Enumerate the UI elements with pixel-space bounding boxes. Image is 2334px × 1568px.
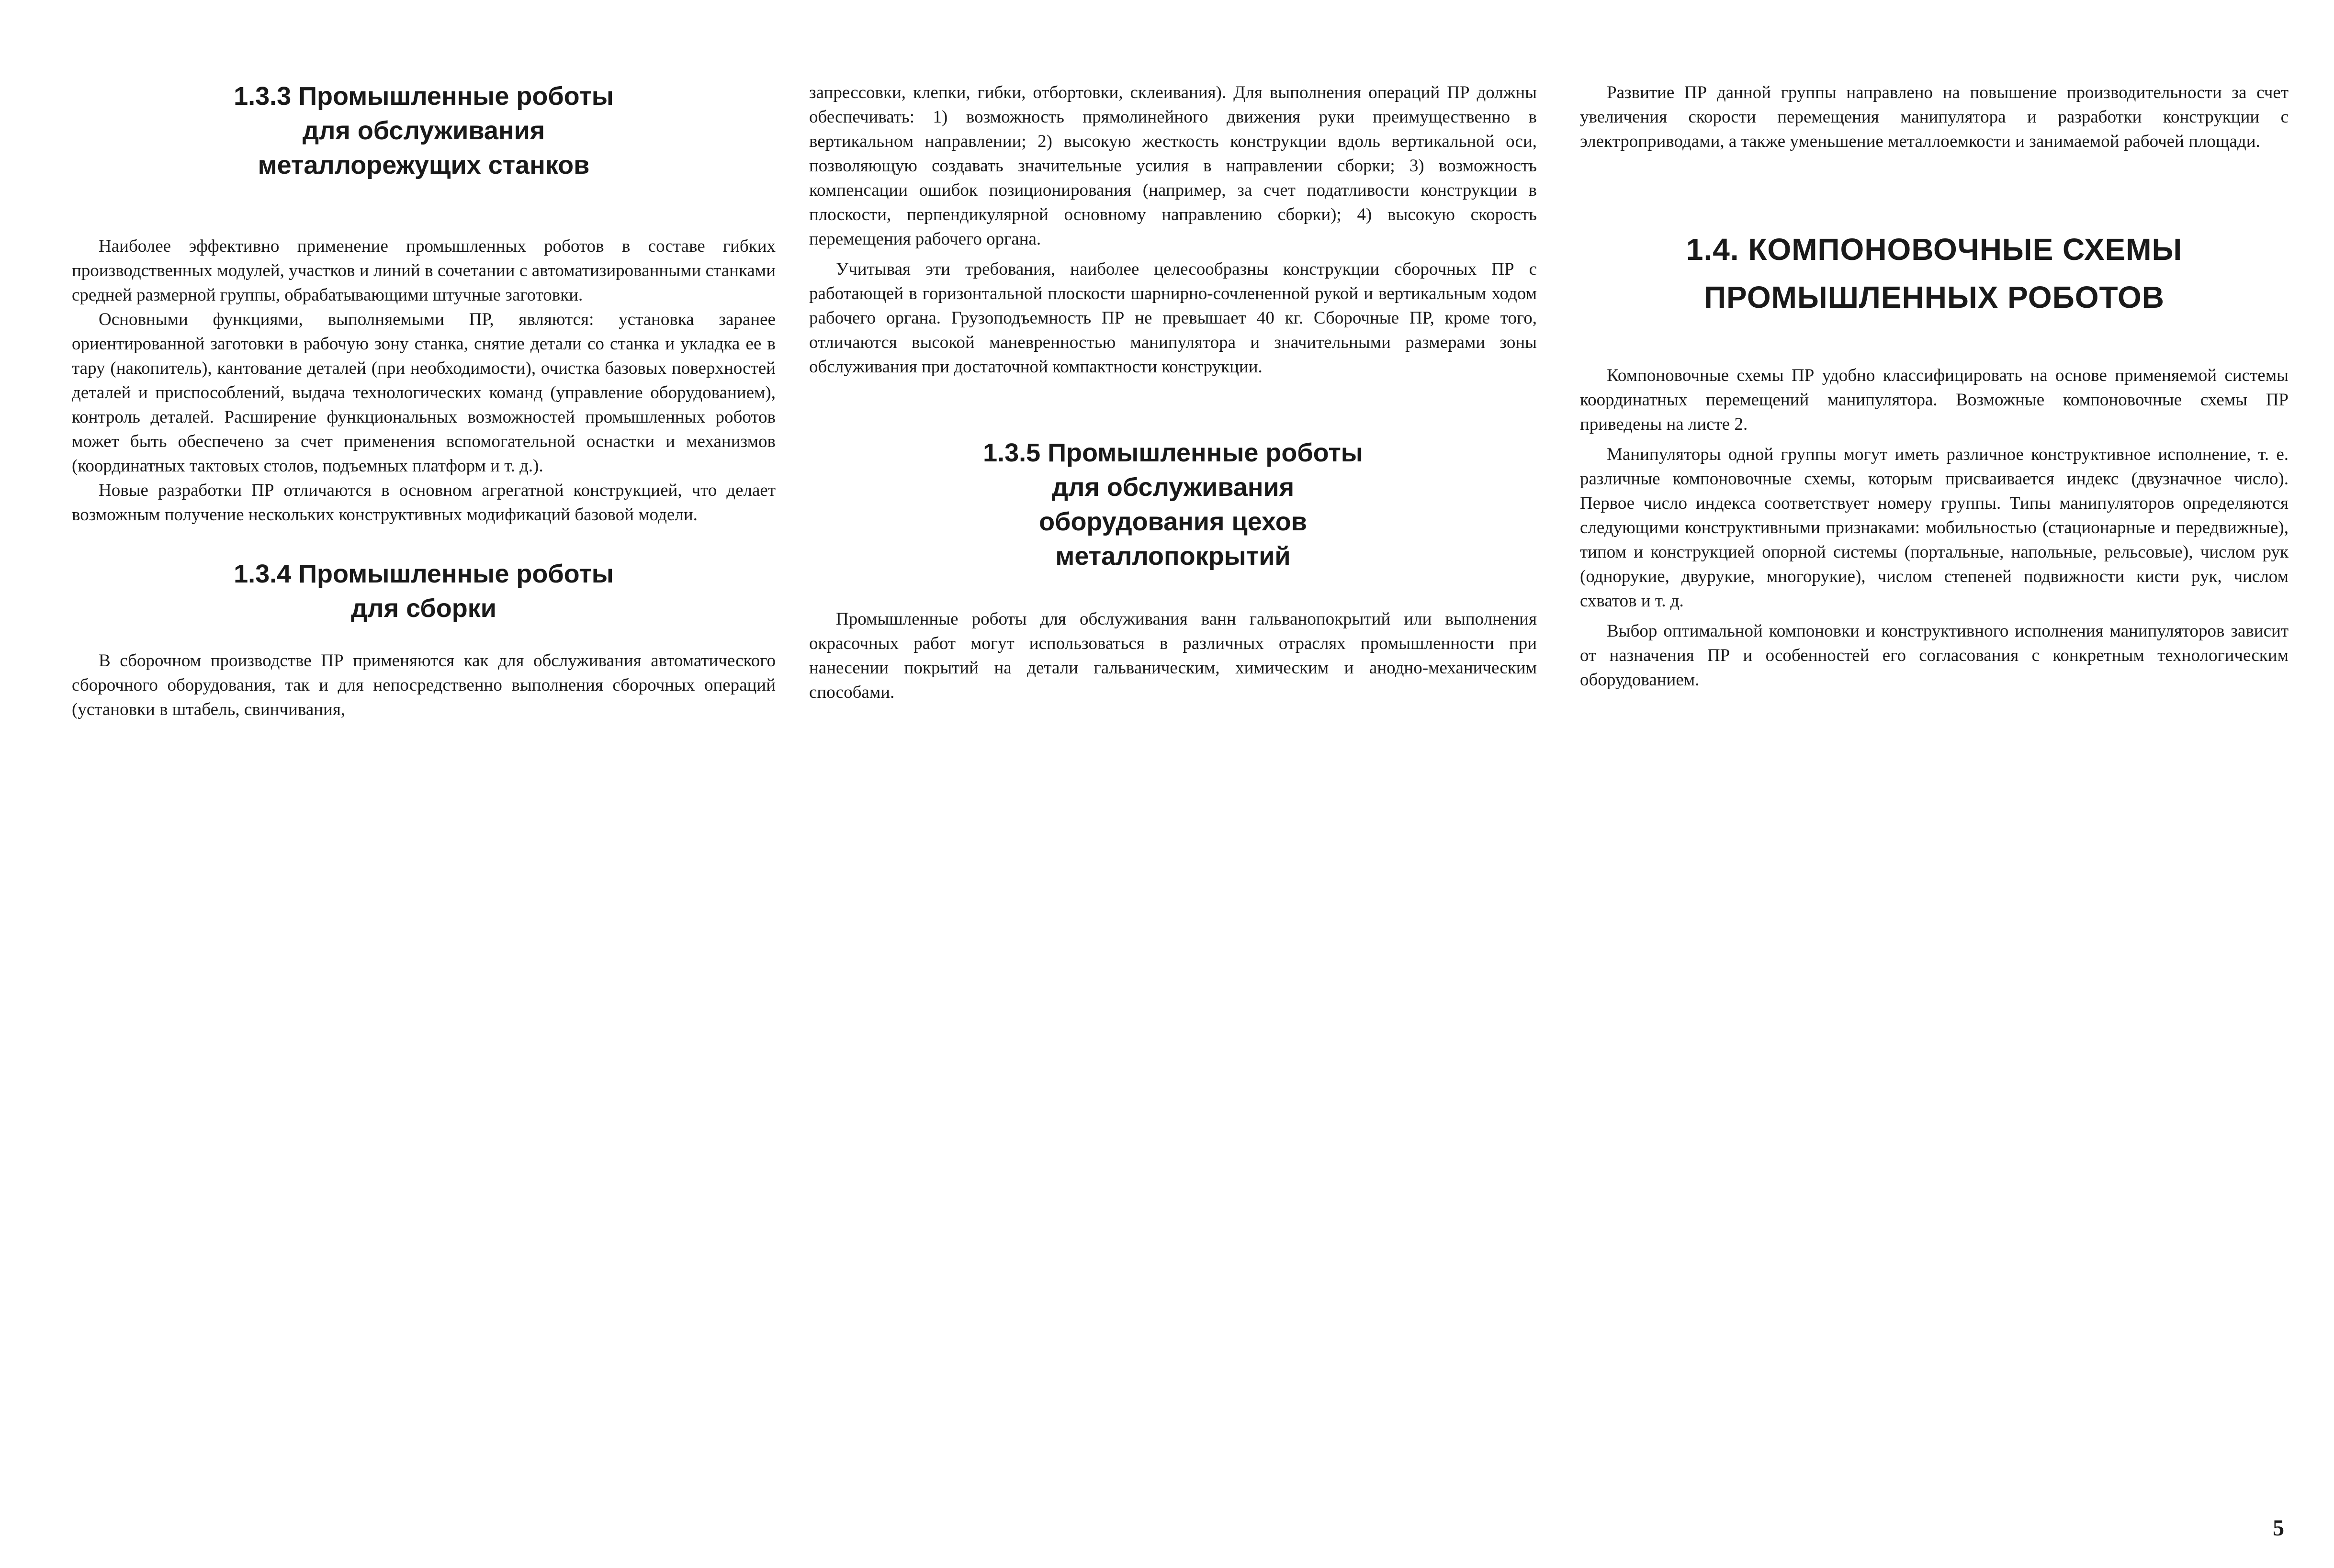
paragraph-continuation: Развитие ПР данной группы направлено на повышение производительности за счет увеличения скорости перемещения манипулятора и разработки конструкции с электроприводами, а также уменьшение металлоемкости и занимаемой рабочей площади.: [1580, 83, 2289, 151]
heading-1-3-4: [72, 557, 776, 626]
heading-line: 1.4. КОМПОНОВОЧНЫЕ СХЕМЫ: [1686, 232, 2183, 267]
heading-line: оборудования цехов: [1039, 507, 1307, 536]
heading-line: для обслуживания: [1051, 473, 1295, 502]
heading-1-3-3: [72, 79, 776, 182]
heading-1-4: [1580, 225, 2289, 321]
heading-1-3-5: [809, 436, 1537, 573]
heading-line: для сборки: [351, 594, 496, 623]
paragraph-continuation: запрессовки, клепки, гибки, отбортовки, склеивания). Для выполнения операций ПР должны обеспечивать: 1) возможность прямолинейного движения руки преимущественно в вертикальном направлении; 2) высокую жесткость конструкции вдоль вертикальной оси, позволяющую создавать значительные усилия в направлении сборки; 3) возможность компенсации ошибок позиционирования (например, за счет податливости конструкции в плоскости, перпендикулярной основному направлению сборки); 4) высокую скорость перемещения рабочего органа.: [809, 83, 1537, 249]
heading-line: ПРОМЫШЛЕННЫХ РОБОТОВ: [1704, 280, 2165, 314]
paragraph: Компоновочные схемы ПР удобно классифицировать на основе применяемой системы координатных перемещений манипулятора. Возможные компоновочные схемы ПР приведены на листе 2.: [1580, 366, 2289, 434]
paragraph: Учитывая эти требования, наиболее целесообразны конструкции сборочных ПР с работающей в горизонтальной плоскости шарнирно-сочлененной рукой и вертикальным ходом рабочего органа. Грузоподъемность ПР не превышает 40 кг. Сборочные ПР, кроме того, отличаются высокой маневренностью манипулятора и значительными размерами зоны обслуживания при достаточной компактности конструкции.: [809, 259, 1537, 377]
paragraph: Промышленные роботы для обслуживания ванн гальванопокрытий или выполнения окрасочных работ могут использоваться в различных отраслях промышленности при нанесении покрытий на детали гальваническим, химическим и анодно-механическим способами.: [809, 609, 1537, 702]
paragraph: Выбор оптимальной компоновки и конструктивного исполнения манипуляторов зависит от назначения ПР и особенностей его согласования с конкретным технологическим оборудованием.: [1580, 621, 2289, 690]
heading-line: металлопокрытий: [1055, 542, 1291, 571]
paragraph: В сборочном производстве ПР применяются как для обслуживания автоматического сборочного оборудования, так и для непосредственно выполнения сборочных операций (установки в штабель, свинчивания,: [72, 651, 776, 719]
heading-line: металлорежущих станков: [258, 151, 590, 179]
column-1: [72, 0, 776, 722]
paragraph: Основными функциями, выполняемыми ПР, являются: установка заранее ориентированной заготовки в рабочую зону станка, снятие детали со станка и укладка ее в тару (накопитель), кантование деталей (при необходимости), очистка базовых поверхностей деталей и приспособлений, выдача технологических команд (управление оборудованием), контроль деталей. Расширение функциональных возможностей промышленных роботов может быть обеспечено за счет применения вспомогательной оснастки и механизмов (координатных тактовых столов, подъемных платформ и т. д.).: [72, 310, 776, 476]
heading-line: 1.3.4 Промышленные роботы: [234, 560, 614, 588]
heading-line: 1.3.3 Промышленные роботы: [234, 82, 614, 111]
heading-line: для обслуживания: [302, 116, 545, 145]
column-3: [1580, 0, 2289, 692]
column-2: [809, 0, 1537, 705]
page-number: 5: [2273, 1515, 2284, 1541]
paragraph: Манипуляторы одной группы могут иметь различное конструктивное исполнение, т. е. различные компоновочные схемы, которым присваивается индекс (двузначное число). Первое число индекса соответствует номеру группы. Типы манипуляторов определяются следующими конструктивными признаками: мобильностью (стационарные и передвижные), типом и конструкцией опорной системы (портальные, напольные, рельсовые), числом рук (однорукие, двурукие, многорукие), числом степеней подвижности кисти рук, числом схватов и т. д.: [1580, 445, 2289, 611]
paragraph: Наиболее эффективно применение промышленных роботов в составе гибких производственных модулей, участков и линий в сочетании с автоматизированными станками средней размерной группы, обрабатывающими штучные заготовки.: [72, 236, 776, 305]
heading-line: 1.3.5 Промышленные роботы: [983, 438, 1363, 467]
paragraph: Новые разработки ПР отличаются в основном агрегатной конструкцией, что делает возможным получение нескольких конструктивных модификаций базовой модели.: [72, 481, 776, 525]
